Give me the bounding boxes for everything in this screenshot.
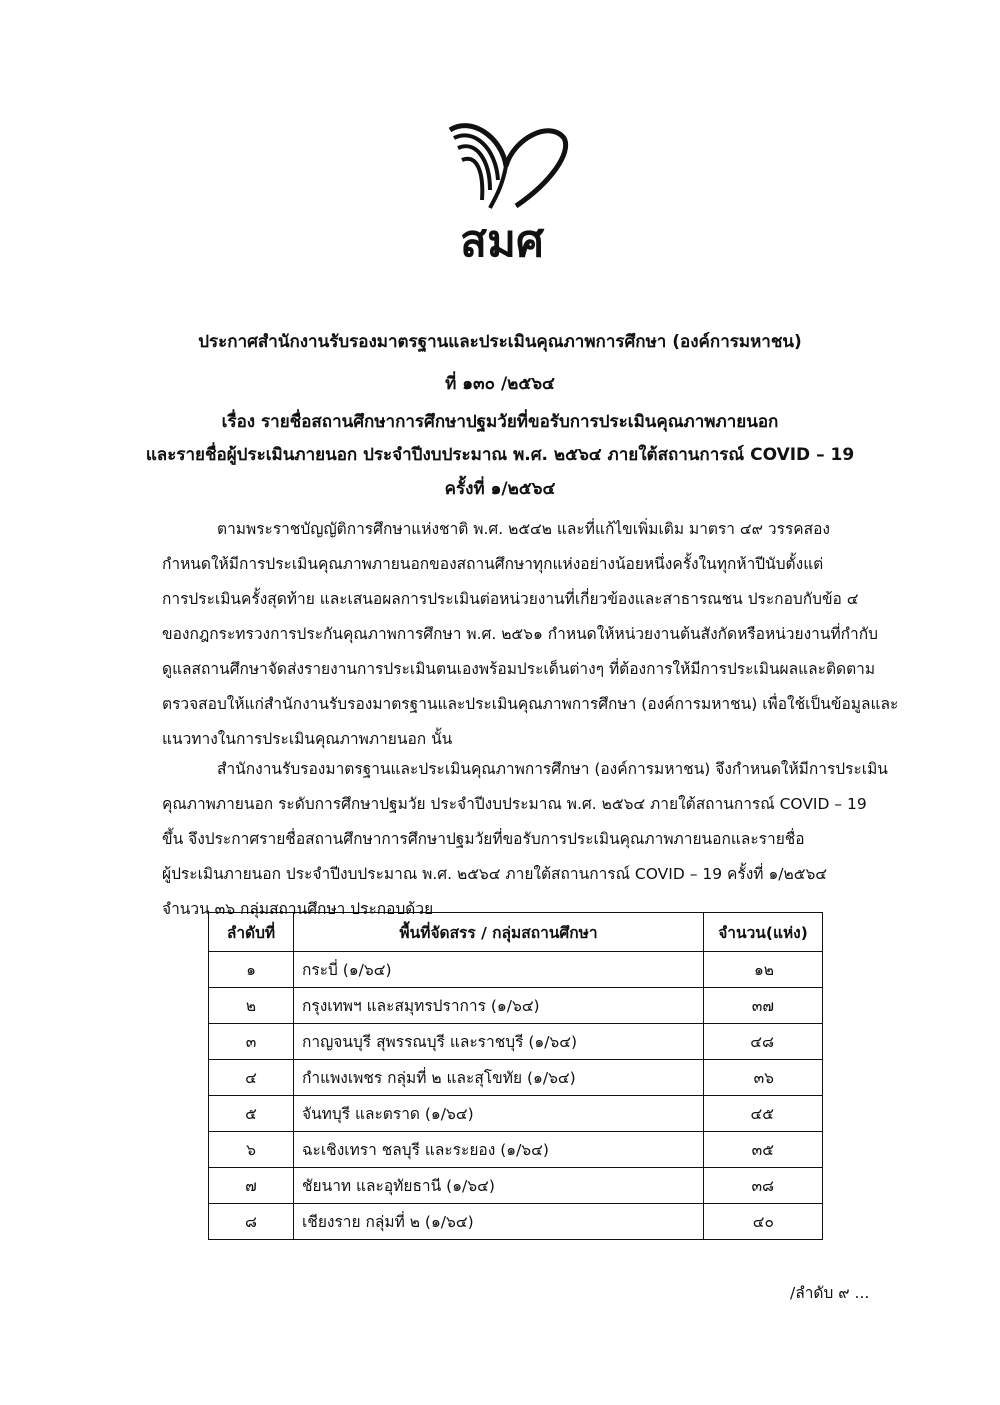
table-row (209, 988, 823, 1024)
row-area: กระบี่ (๑/๖๔) (294, 952, 704, 988)
row-count: ๓๘ (704, 1168, 823, 1204)
header-no: ลำดับที่ (209, 913, 294, 952)
row-count: ๓๗ (704, 988, 823, 1024)
subject-line-3: ครั้งที่ ๑/๒๕๖๔ (444, 479, 556, 499)
row-no: ๓ (209, 1024, 294, 1060)
paragraph-1-line: ของกฎกระทรวงการประกันคุณภาพการศึกษา พ.ศ. ๒๕๖๑ กำหนดให้หน่วยงานต้นสังกัดหรือหน่วยงานที่กำกับ (162, 625, 878, 643)
row-count: ๔๕ (704, 1096, 823, 1132)
row-area: เชียงราย กลุ่มที่ ๒ (๑/๖๔) (294, 1204, 704, 1240)
header-count: จำนวน(แห่ง) (704, 913, 823, 952)
onesqa-logo-icon (432, 108, 572, 268)
table-row (209, 1204, 823, 1240)
paragraph-1-line: ตรวจสอบให้แก่สำนักงานรับรองมาตรฐานและประเมินคุณภาพการศึกษา (องค์การมหาชน) เพื่อใช้เป็นข้อมูลและ (162, 695, 899, 713)
paragraph-2-line: จำนวน ๓๖ กลุ่มสถานศึกษา ประกอบด้วย (162, 900, 434, 918)
row-area: จันทบุรี และตราด (๑/๖๔) (294, 1096, 704, 1132)
row-count: ๓๖ (704, 1060, 823, 1096)
paragraph-1-line: แนวทางในการประเมินคุณภาพภายนอก นั้น (162, 730, 453, 748)
table-row (209, 1132, 823, 1168)
paragraph-2-line: สำนักงานรับรองมาตรฐานและประเมินคุณภาพการศึกษา (องค์การมหาชน) จึงกำหนดให้มีการประเมิน (217, 760, 888, 778)
announcement-title: ประกาศสำนักงานรับรองมาตรฐานและประเมินคุณภาพการศึกษา (องค์การมหาชน) (198, 332, 802, 352)
paragraph-2-line: คุณภาพภายนอก ระดับการศึกษาปฐมวัย ประจำปีงบประมาณ พ.ศ. ๒๕๖๔ ภายใต้สถานการณ์ COVID – 19 (162, 795, 867, 813)
paragraph-2 (162, 752, 888, 927)
row-area: ชัยนาท และอุทัยธานี (๑/๖๔) (294, 1168, 704, 1204)
row-area: กำแพงเพชร กลุ่มที่ ๒ และสุโขทัย (๑/๖๔) (294, 1060, 704, 1096)
row-count: ๔๘ (704, 1024, 823, 1060)
row-count: ๔๐ (704, 1204, 823, 1240)
svg-text:สมศ: สมศ (460, 216, 544, 267)
row-no: ๘ (209, 1204, 294, 1240)
table-row (209, 1060, 823, 1096)
page-continuation: /ลำดับ ๙ ... (790, 1284, 870, 1302)
row-no: ๕ (209, 1096, 294, 1132)
onesqa-logo (432, 108, 572, 268)
subject-line-2: และรายชื่อผู้ประเมินภายนอก ประจำปีงบประมาณ พ.ศ. ๒๕๖๔ ภายใต้สถานการณ์ COVID – 19 (145, 445, 855, 465)
paragraph-1 (162, 512, 899, 757)
paragraph-1-line: ดูแลสถานศึกษาจัดส่งรายงานการประเมินตนเองพร้อมประเด็นต่างๆ ที่ต้องการให้มีการประเมินผลและติดตาม (162, 660, 876, 678)
row-no: ๑ (209, 952, 294, 988)
paragraph-1-line: ตามพระราชบัญญัติการศึกษาแห่งชาติ พ.ศ. ๒๕๔๒ และที่แก้ไขเพิ่มเติม มาตรา ๔๙ วรรคสอง (217, 520, 830, 538)
row-count: ๓๕ (704, 1132, 823, 1168)
table-header-row (209, 913, 823, 952)
row-area: กรุงเทพฯ และสมุทรปราการ (๑/๖๔) (294, 988, 704, 1024)
row-area: ฉะเชิงเทรา ชลบุรี และระยอง (๑/๖๔) (294, 1132, 704, 1168)
row-no: ๗ (209, 1168, 294, 1204)
row-no: ๖ (209, 1132, 294, 1168)
allocation-table (208, 912, 823, 1240)
header-area: พื้นที่จัดสรร / กลุ่มสถานศึกษา (294, 913, 704, 952)
row-area: กาญจนบุรี สุพรรณบุรี และราชบุรี (๑/๖๔) (294, 1024, 704, 1060)
paragraph-2-line: ผู้ประเมินภายนอก ประจำปีงบประมาณ พ.ศ. ๒๕๖๔ ภายใต้สถานการณ์ COVID – 19 ครั้งที่ ๑/๒๕๖๔ (162, 865, 828, 883)
paragraph-2-line: ขึ้น จึงประกาศรายชื่อสถานศึกษาการศึกษาปฐมวัยที่ขอรับการประเมินคุณภาพภายนอกและรายชื่อ (162, 830, 805, 848)
row-count: ๑๒ (704, 952, 823, 988)
paragraph-1-line: การประเมินครั้งสุดท้าย และเสนอผลการประเมินต่อหน่วยงานที่เกี่ยวข้องและสาธารณชน ประกอบกับข้อ ๔ (162, 590, 859, 608)
table-row (209, 1096, 823, 1132)
announcement-number: ที่ ๑๓๐ /๒๕๖๔ (445, 374, 555, 394)
table-row (209, 952, 823, 988)
subject-line-1: เรื่อง รายชื่อสถานศึกษาการศึกษาปฐมวัยที่ขอรับการประเมินคุณภาพภายนอก (221, 412, 779, 432)
row-no: ๔ (209, 1060, 294, 1096)
table-row (209, 1024, 823, 1060)
row-no: ๒ (209, 988, 294, 1024)
table-row (209, 1168, 823, 1204)
paragraph-1-line: กำหนดให้มีการประเมินคุณภาพภายนอกของสถานศึกษาทุกแห่งอย่างน้อยหนึ่งครั้งในทุกห้าปีนับตั้งแต่ (162, 555, 824, 573)
